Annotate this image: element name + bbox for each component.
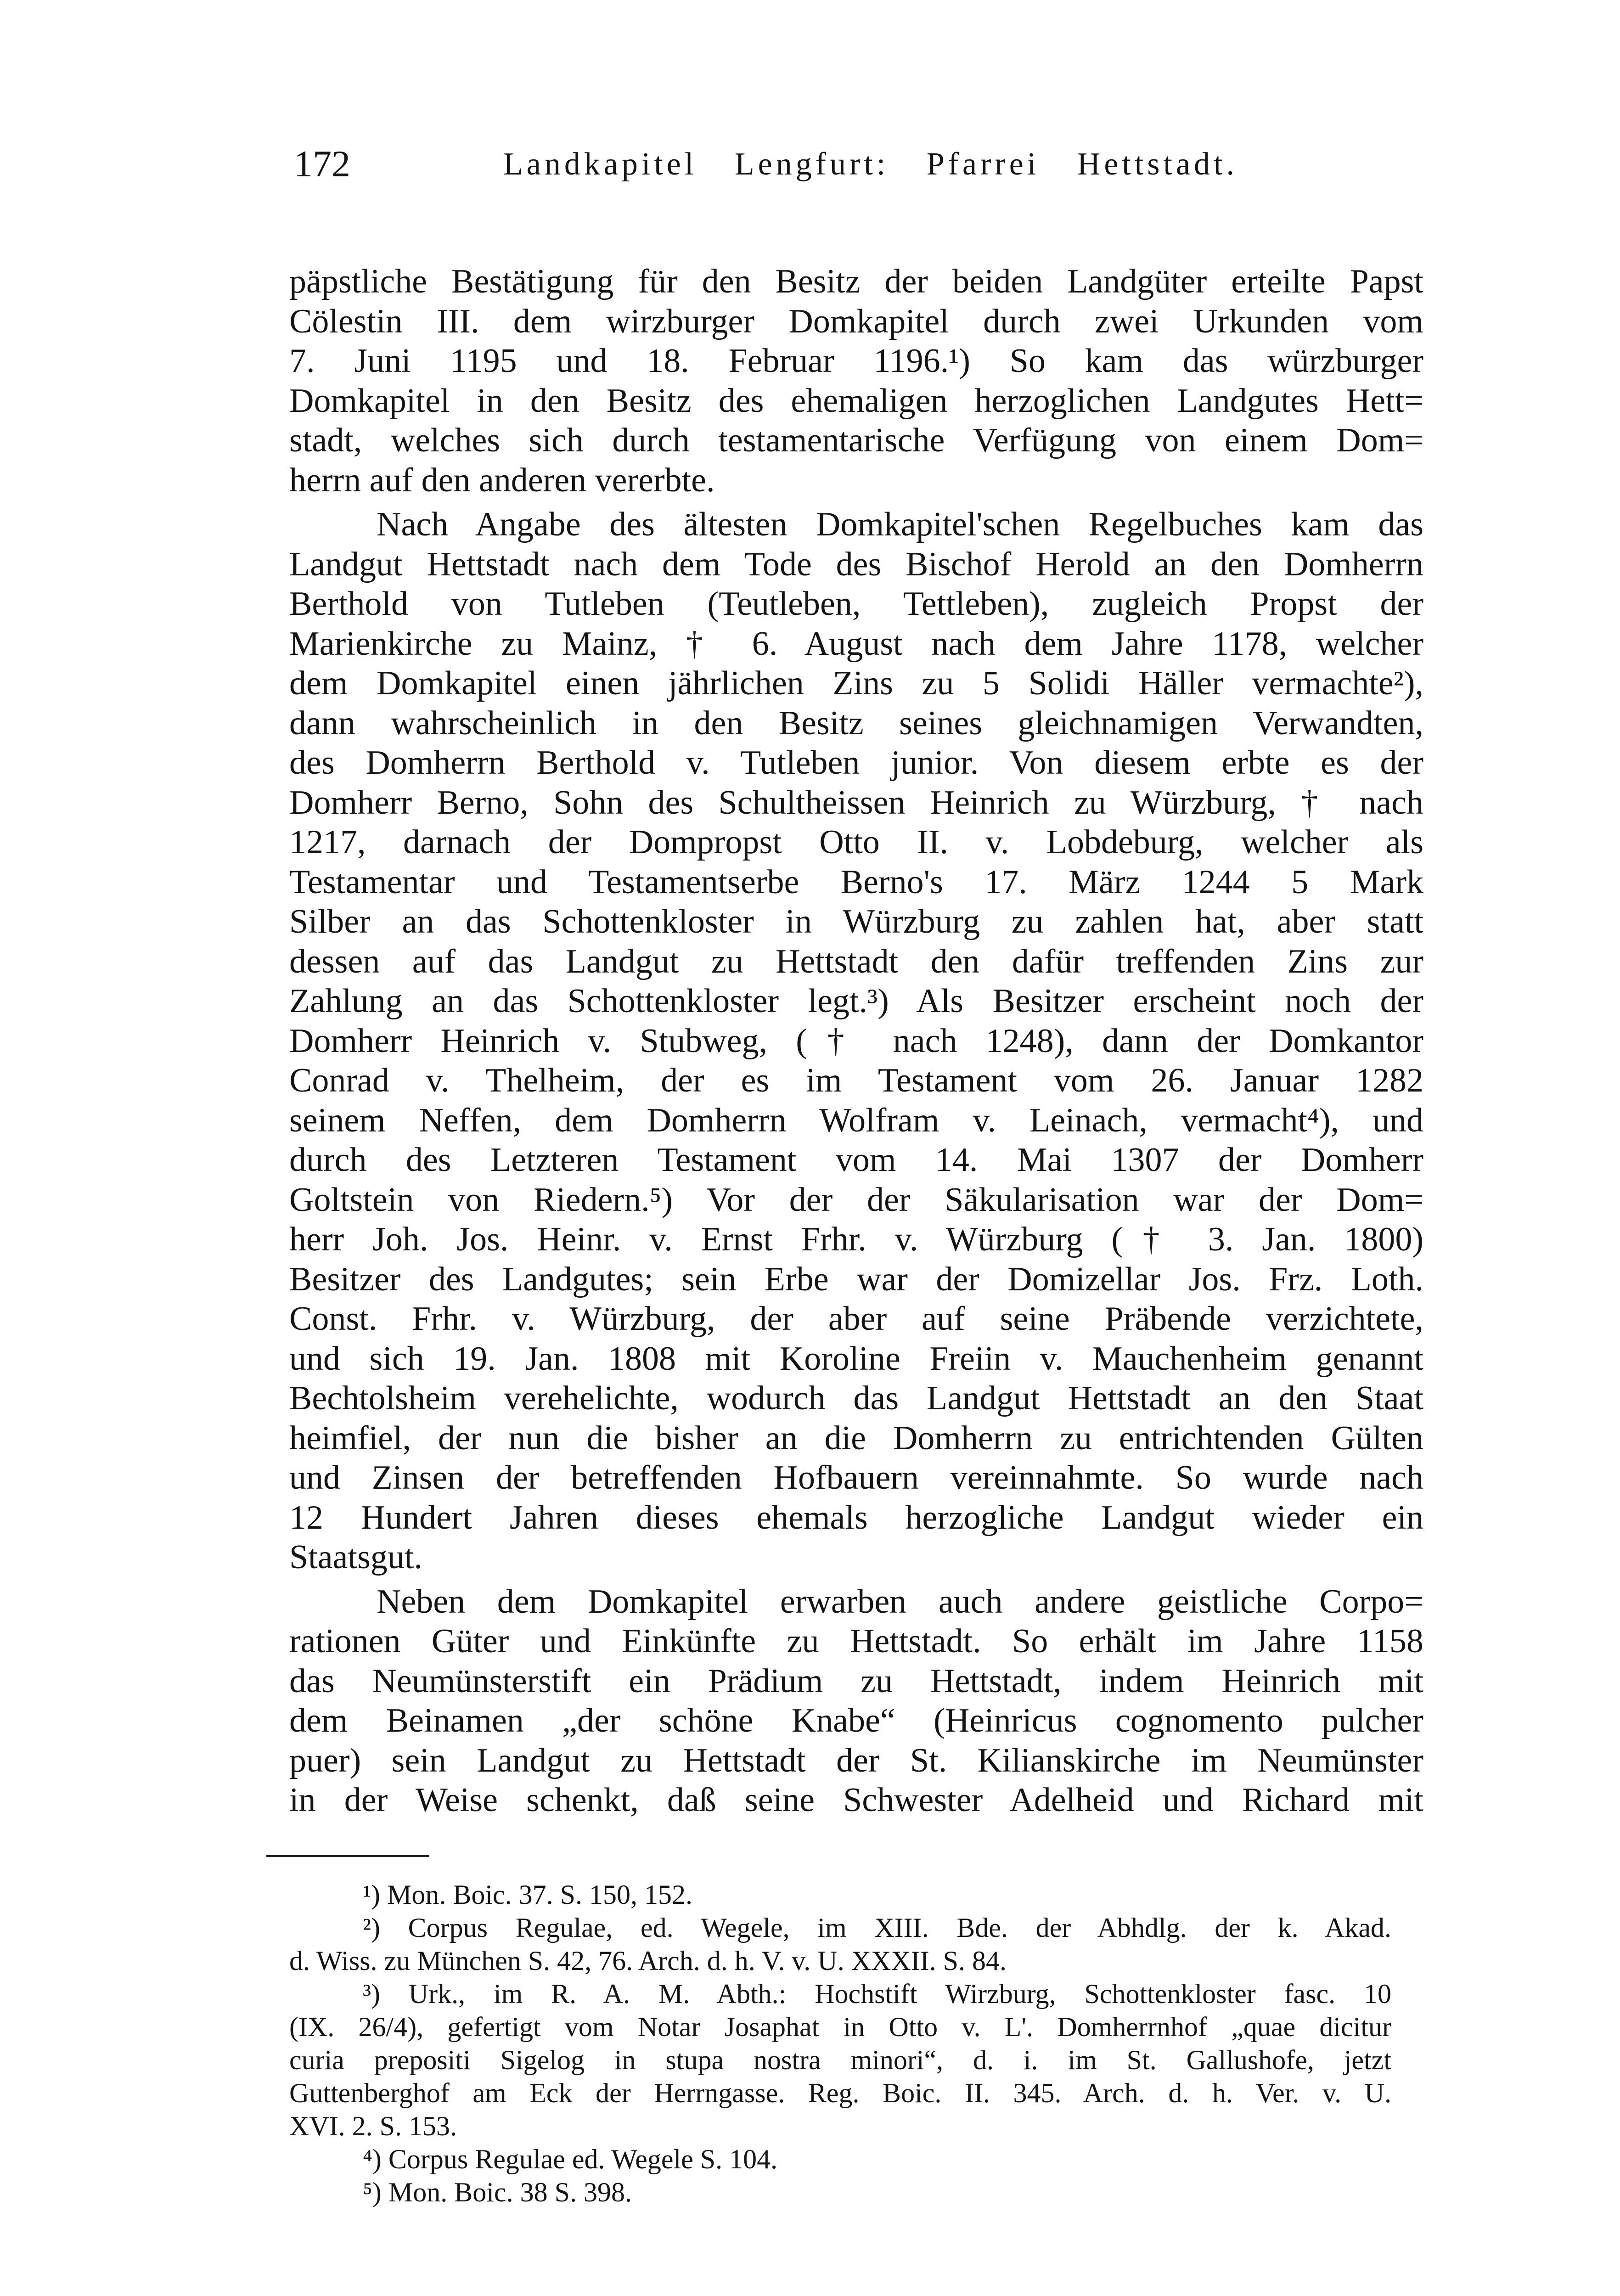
footnote <box>289 1911 1391 1977</box>
text-line: Silber an das Schottenkloster in Würzburg zu zahlen hat, aber statt <box>289 903 1423 940</box>
text-line: Testamentar und Testamentserbe Berno's 17. März 1244 5 Mark <box>289 863 1423 901</box>
paragraph <box>289 505 1423 1577</box>
text-line: heimfiel, der nun die bisher an die Domherrn zu entrichtenden Gülten <box>289 1419 1423 1457</box>
text-line: und sich 19. Jan. 1808 mit Koroline Freiin v. Mauchenheim genannt <box>289 1339 1423 1378</box>
footnote-line: ⁴) Corpus Regulae ed. Wegele S. 104. <box>363 2144 778 2174</box>
footnote-line: (IX. 26/4), gefertigt vom Notar Josaphat in Otto v. L'. Domherrnhof „quae dicitur <box>289 2012 1391 2042</box>
body-text <box>289 262 1423 1820</box>
text-line: durch des Letzteren Testament vom 14. Mai 1307 der Domherr <box>289 1141 1423 1179</box>
footnote-line: XVI. 2. S. 153. <box>289 2111 457 2141</box>
text-line: Cölestin III. dem wirzburger Domkapitel durch zwei Urkunden vom <box>289 302 1423 340</box>
text-line: Domkapitel in den Besitz des ehemaligen herzoglichen Landgutes Hett= <box>289 382 1423 420</box>
page-number: 172 <box>294 143 350 185</box>
footnote <box>289 2143 1391 2176</box>
footnote-line: d. Wiss. zu München S. 42, 76. Arch. d. h. V. v. U. XXXII. S. 84. <box>289 1946 1007 1976</box>
footnote-line: ³) Urk., im R. A. M. Abth.: Hochstift Wirzburg, Schottenkloster fasc. 10 <box>363 1979 1391 2009</box>
text-line: Bechtolsheim verehelichte, wodurch das Landgut Hettstadt an den Staat <box>289 1379 1423 1417</box>
text-line: 7. Juni 1195 und 18. Februar 1196.¹) So kam das würzburger <box>289 342 1423 380</box>
text-line: rationen Güter und Einkünfte zu Hettstadt. So erhält im Jahre 1158 <box>289 1622 1423 1660</box>
text-line: Neben dem Domkapitel erwarben auch andere geistliche Corpo= <box>377 1582 1423 1621</box>
text-line: Nach Angabe des ältesten Domkapitel'schen Regelbuches kam das <box>377 506 1423 543</box>
text-line: dann wahrscheinlich in den Besitz seines gleichnamigen Verwandten, <box>289 704 1423 742</box>
paragraph <box>289 262 1423 500</box>
footnote <box>289 1878 1391 1911</box>
text-line: Domherr Heinrich v. Stubweg, († nach 1248), dann der Domkantor <box>289 1022 1423 1060</box>
footnote-line: Guttenberghof am Eck der Herrngasse. Reg. Boic. II. 345. Arch. d. h. Ver. v. U. <box>289 2078 1391 2108</box>
paragraph <box>289 1582 1423 1820</box>
text-line: dem Beinamen „der schöne Knabe“ (Heinricus cognomento pulcher <box>289 1702 1423 1739</box>
footnotes <box>289 1878 1391 2209</box>
text-line: puer) sein Landgut zu Hettstadt der St. Kilianskirche im Neumünster <box>289 1741 1423 1779</box>
text-line: 12 Hundert Jahren dieses ehemals herzogliche Landgut wieder ein <box>289 1498 1423 1536</box>
text-line: Landgut Hettstadt nach dem Tode des Bischof Herold an den Domherrn <box>289 545 1423 583</box>
text-line: und Zinsen der betreffenden Hofbauern vereinnahmte. So wurde nach <box>289 1459 1423 1497</box>
footnote-line: ²) Corpus Regulae, ed. Wegele, im XIII. Bde. der Abhdlg. der k. Akad. <box>363 1913 1391 1943</box>
text-line: Besitzer des Landgutes; sein Erbe war der Domizellar Jos. Frz. Loth. <box>289 1260 1423 1298</box>
text-line: Zahlung an das Schottenkloster legt.³) Als Besitzer erscheint noch der <box>289 982 1423 1020</box>
text-line: päpstliche Bestätigung für den Besitz der beiden Landgüter erteilte Papst <box>289 263 1423 300</box>
text-line: Staatsgut. <box>289 1538 422 1576</box>
text-line: Conrad v. Thelheim, der es im Testament vom 26. Januar 1282 <box>289 1062 1423 1099</box>
text-line: herrn auf den anderen vererbte. <box>289 461 715 499</box>
text-line: herr Joh. Jos. Heinr. v. Ernst Frhr. v. Würzburg († 3. Jan. 1800) <box>289 1221 1423 1258</box>
running-title: Landkapitel Lengfurt: Pfarrei Hettstadt. <box>503 146 1238 182</box>
footnote <box>289 1977 1391 2143</box>
footnote-divider <box>266 1855 429 1857</box>
text-line: seinem Neffen, dem Domherrn Wolfram v. Leinach, vermacht⁴), und <box>289 1101 1423 1139</box>
text-line: dem Domkapitel einen jährlichen Zins zu 5 Solidi Häller vermachte²), <box>289 664 1423 702</box>
text-line: stadt, welches sich durch testamentarische Verfügung von einem Dom= <box>289 422 1423 459</box>
text-line: Marienkirche zu Mainz, † 6. August nach dem Jahre 1178, welcher <box>289 625 1423 663</box>
footnote-line: ⁵) Mon. Boic. 38 S. 398. <box>363 2177 632 2207</box>
text-line: das Neumünsterstift ein Prädium zu Hettstadt, indem Heinrich mit <box>289 1662 1423 1700</box>
text-line: Const. Frhr. v. Würzburg, der aber auf seine Präbende verzichtete, <box>289 1300 1423 1338</box>
footnote-line: curia prepositi Sigelog in stupa nostra minori“, d. i. im St. Gallushofe, jetzt <box>289 2045 1391 2075</box>
text-line: in der Weise schenkt, daß seine Schwester Adelheid und Richard mit <box>289 1781 1423 1819</box>
text-line: 1217, darnach der Dompropst Otto II. v. Lobdeburg, welcher als <box>289 823 1423 861</box>
text-line: Goltstein von Riedern.⁵) Vor der der Säkularisation war der Dom= <box>289 1181 1423 1219</box>
text-line: dessen auf das Landgut zu Hettstadt den dafür treffenden Zins zur <box>289 942 1423 980</box>
text-line: des Domherrn Berthold v. Tutleben junior. Von diesem erbte es der <box>289 744 1423 782</box>
text-line: Berthold von Tutleben (Teutleben, Tettleben), zugleich Propst der <box>289 585 1423 623</box>
text-line: Domherr Berno, Sohn des Schultheissen Heinrich zu Würzburg, † nach <box>289 783 1423 822</box>
footnote-line: ¹) Mon. Boic. 37. S. 150, 152. <box>363 1880 693 1910</box>
footnote <box>289 2176 1391 2209</box>
